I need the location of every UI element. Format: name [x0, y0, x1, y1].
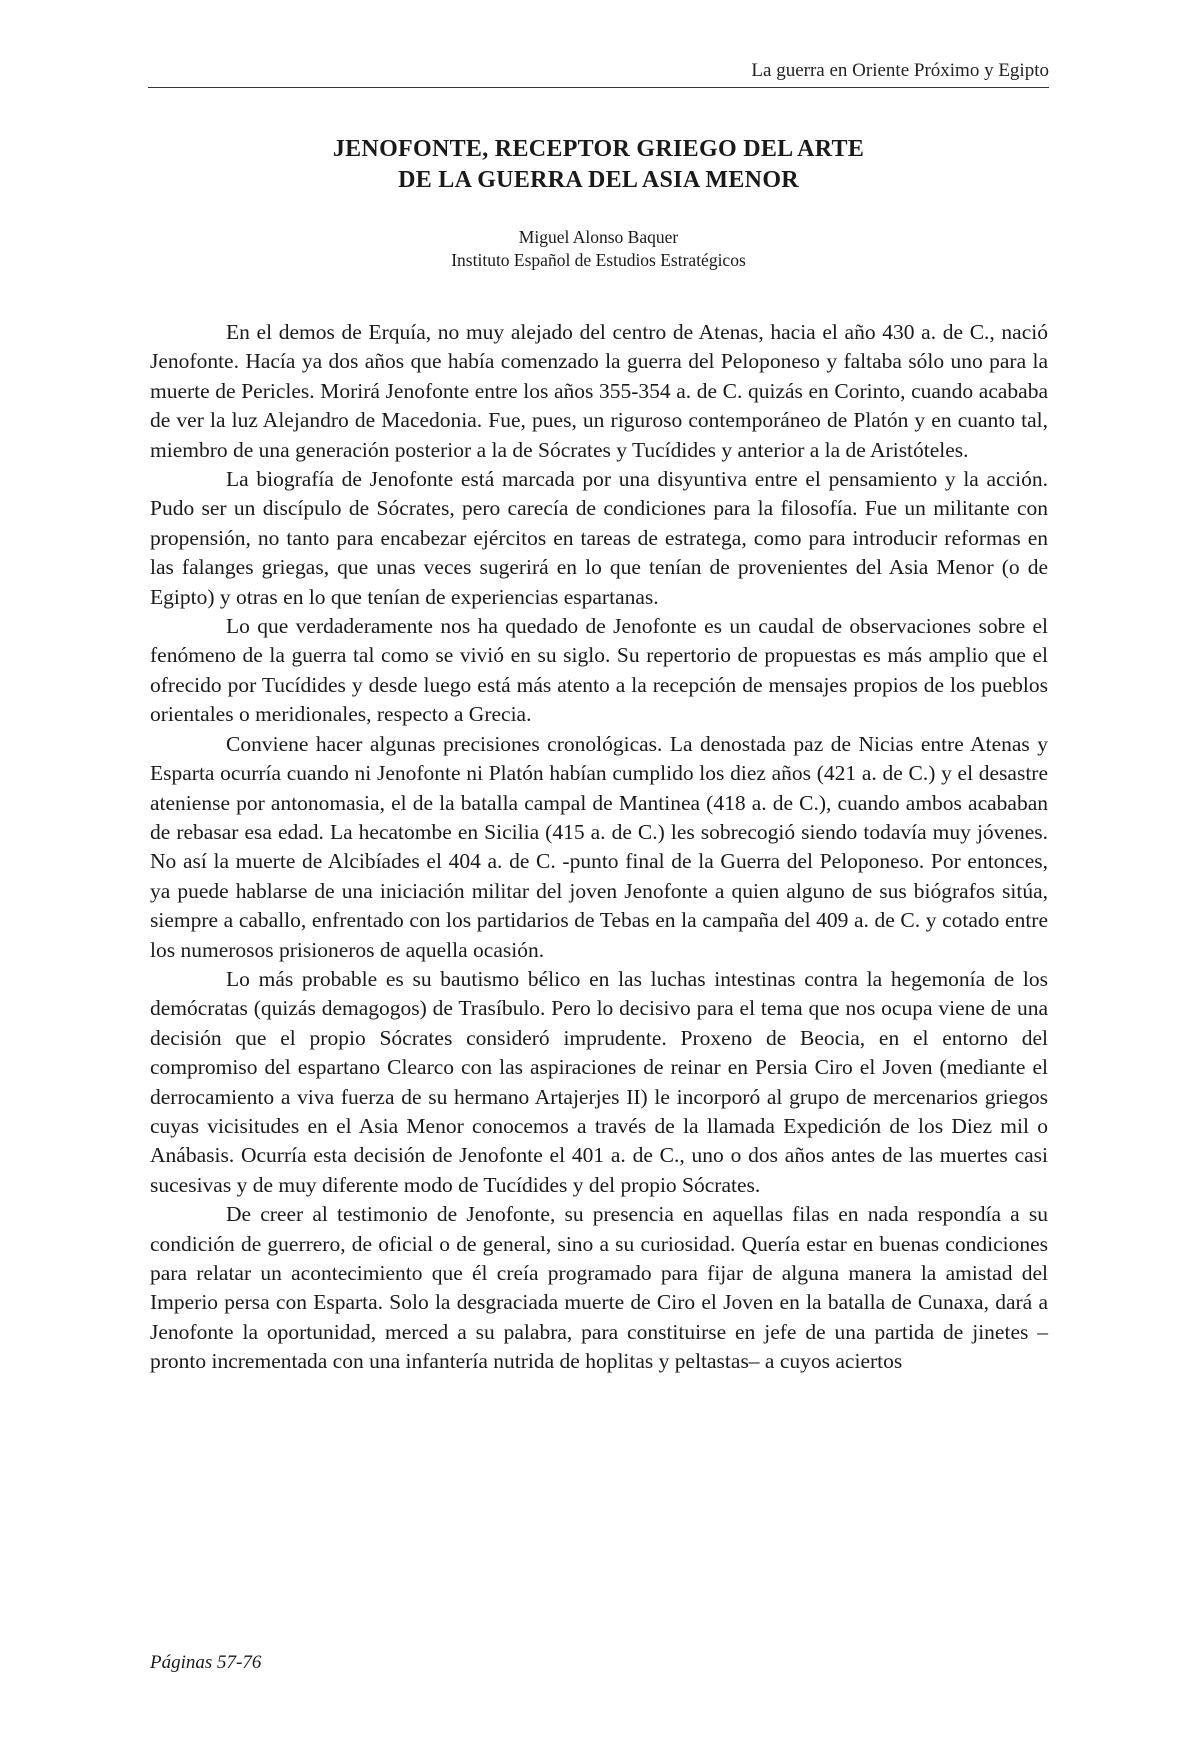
article-title-line-1: JENOFONTE, RECEPTOR GRIEGO DEL ARTE [332, 136, 865, 162]
page-range-footer: Páginas 57-76 [150, 1652, 262, 1673]
body-paragraph: De creer al testimonio de Jenofonte, su presencia en aquellas filas en nada respondía a su condición de guerrero, de oficial o de general, sino a su curiosidad. Quería estar en buenas condiciones para relatar un acontecimiento que él creía programado para fijar de alguna manera la amistad del Imperio persa con Esparta. Solo la desgraciada muerte de Ciro el Joven en la batalla de Cunaxa, dará a Jenofonte la oportunidad, merced a su palabra, para constituirse en jefe de una partida de jinetes – pronto incrementada con una infantería nutrida de hoplitas y peltastas– a cuyos aciertos [150, 1202, 1048, 1374]
article-title [148, 134, 1049, 196]
body-paragraph: En el demos de Erquía, no muy alejado del centro de Atenas, hacia el año 430 a. de C., nació Jenofonte. Hacía ya dos años que había comenzado la guerra del Peloponeso y faltaba sólo uno para la muerte de Pericles. Morirá Jenofonte entre los años 355-354 a. de C. quizás en Corinto, cuando acababa de ver la luz Alejandro de Macedonia. Fue, pues, un riguroso contemporáneo de Platón y en cuanto tal, miembro de una generación posterior a la de Sócrates y Tucídides y anterior a la de Aristóteles. [150, 320, 1048, 462]
body-paragraph: Lo más probable es su bautismo bélico en las luchas intestinas contra la hegemonía de los demócratas (quizás demagogos) de Trasíbulo. Pero lo decisivo para el tema que nos ocupa viene de una decisión que el propio Sócrates consideró imprudente. Proxeno de Beocia, en el entorno del compromiso del espartano Clearco con las aspiraciones de reinar en Persia Ciro el Joven (mediante el derrocamiento a viva fuerza de su hermano Artajerjes II) le incorporó al grupo de mercenarios griegos cuyas vicisitudes en el Asia Menor conocemos a través de la llamada Expedición de los Diez mil o Anábasis. Ocurría esta decisión de Jenofonte el 401 a. de C., uno o dos años antes de las muertes casi sucesivas y de muy diferente modo de Tucídides y del propio Sócrates. [150, 966, 1048, 1197]
running-header: La guerra en Oriente Próximo y Egipto [751, 60, 1049, 81]
header-rule [148, 87, 1049, 88]
body-paragraph: Lo que verdaderamente nos ha quedado de Jenofonte es un caudal de observaciones sobre el fenómeno de la guerra tal como se vivió en su siglo. Su repertorio de propuestas es más amplio que el ofrecido por Tucídides y desde luego está más atento a la recepción de mensajes propios de los pueblos orientales o meridionales, respecto a Grecia. [150, 614, 1048, 727]
body-paragraph: Conviene hacer algunas precisiones cronológicas. La denostada paz de Nicias entre Atenas y Esparta ocurría cuando ni Jenofonte ni Platón habían cumplido los diez años (421 a. de C.) y el desastre ateniense por antonomasia, el de la batalla campal de Mantinea (418 a. de C.), cuando ambos acababan de rebasar esa edad. La hecatombe en Sicilia (415 a. de C.) les sobrecogió siendo todavía muy jóvenes. No así la muerte de Alcibíades el 404 a. de C. -punto final de la Guerra del Peloponeso. Por entonces, ya puede hablarse de una iniciación militar del joven Jenofonte a quien alguno de sus biógrafos sitúa, siempre a caballo, enfrentado con los partidarios de Tebas en la campaña del 409 a. de C. y cotado entre los numerosos prisioneros de aquella ocasión. [150, 731, 1048, 962]
article-title-line-2: DE LA GUERRA DEL ASIA MENOR [398, 167, 799, 193]
author-affiliation: Instituto Español de Estudios Estratégicos [451, 250, 746, 270]
article-body [150, 318, 1048, 1377]
author-name: Miguel Alonso Baquer [518, 227, 679, 247]
body-paragraph: La biografía de Jenofonte está marcada por una disyuntiva entre el pensamiento y la acción. Pudo ser un discípulo de Sócrates, pero carecía de condiciones para la filosofía. Fue un militante con propensión, no tanto para encabezar ejércitos en tareas de estratega, como para introducir reformas en las falanges griegas, que unas veces sugerirá en lo que tenían de provenientes del Asia Menor (o de Egipto) y otras en lo que tenían de experiencias espartanas. [150, 467, 1048, 609]
